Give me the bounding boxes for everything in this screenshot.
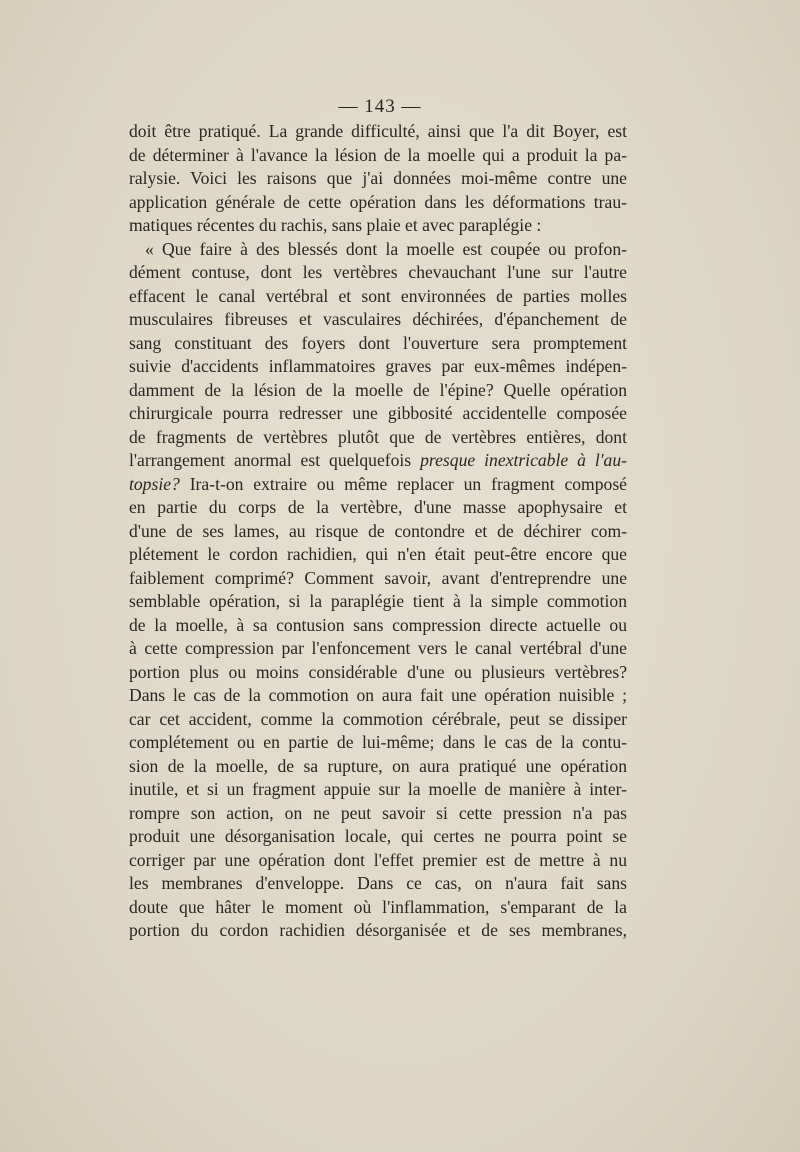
text-line: semblable opération, si la paraplégie tient à la simple commotion	[129, 591, 627, 611]
text-line: de déterminer à l'avance la lésion de la moelle qui a produit la pa-	[129, 144, 627, 165]
text-line: les membranes d'enveloppe. Dans ce cas, on n'aura fait sans	[129, 873, 627, 893]
text-line-mixed	[129, 449, 627, 473]
text-line: produit une désorganisation locale, qui certes ne pourra point se	[129, 826, 627, 846]
text-line: doute que hâter le moment où l'inflammation, s'emparant de la	[129, 896, 627, 917]
text-line: rompre son action, on ne peut savoir si cette pression n'a pas	[129, 802, 627, 823]
text-line: chirurgicale pourra redresser une gibbosité accidentelle composée	[129, 403, 627, 423]
italic-segment: presque inextricable à l'au-	[420, 450, 627, 470]
text-line: faiblement comprimé? Comment savoir, avant d'entreprendre une	[129, 567, 627, 588]
text-line: dément contuse, dont les vertèbres chevauchant l'une sur l'autre	[129, 262, 627, 282]
text-line: de fragments de vertèbres plutôt que de vertèbres entières, dont	[129, 426, 627, 447]
text-line: sang constituant des foyers dont l'ouverture sera promptement	[129, 332, 627, 353]
text-line: à cette compression par l'enfoncement vers le canal vertébral d'une	[129, 638, 627, 658]
italic-segment: topsie?	[129, 473, 180, 494]
text-line-mixed	[129, 473, 627, 497]
text-line: car cet accident, comme la commotion cérébrale, peut se dissiper	[129, 708, 627, 729]
text-line: damment de la lésion de la moelle de l'épine? Quelle opération	[129, 379, 627, 400]
text-line: effacent le canal vertébral et sont environnées de parties molles	[129, 285, 627, 306]
text-line: Dans le cas de la commotion on aura fait une opération nuisible ;	[129, 685, 627, 705]
text-line: en partie du corps de la vertèbre, d'une masse apophysaire et	[129, 497, 627, 517]
text-segment: Ira-t-on extraire ou même replacer un fragment composé	[189, 473, 627, 494]
text-line: doit être pratiqué. La grande difficulté, ainsi que l'a dit Boyer, est	[129, 121, 627, 141]
text-line: matiques récentes du rachis, sans plaie et avec paraplégie :	[129, 215, 542, 235]
text-line: application générale de cette opération dans les déformations trau-	[129, 191, 627, 212]
text-line: suivie d'accidents inflammatoires graves par eux-mêmes indépen-	[129, 356, 627, 376]
text-line: ralysie. Voici les raisons que j'ai données moi-même contre une	[129, 168, 627, 188]
text-line: musculaires fibreuses et vasculaires déchirées, d'épanchement de	[129, 309, 627, 329]
text-line: portion du cordon rachidien désorganisée et de ses membranes,	[129, 920, 627, 940]
text-segment: l'arrangement anormal est quelquefois	[129, 450, 412, 470]
text-line: plétement le cordon rachidien, qui n'en était peut-être encore que	[129, 544, 627, 564]
text-line: de la moelle, à sa contusion sans compression directe actuelle ou	[129, 614, 627, 635]
body-text	[129, 120, 627, 943]
text-line: inutile, et si un fragment appuie sur la moelle de manière à inter-	[129, 779, 627, 799]
text-line: sion de la moelle, de sa rupture, on aura pratiqué une opération	[129, 755, 627, 776]
text-line: d'une de ses lames, au risque de contondre et de déchirer com-	[129, 520, 627, 541]
text-line: corriger par une opération dont l'effet premier est de mettre à nu	[129, 849, 627, 870]
page-number: — 143 —	[338, 96, 422, 117]
text-line: complétement ou en partie de lui-même; dans le cas de la contu-	[129, 732, 627, 752]
text-line: portion plus ou moins considérable d'une ou plusieurs vertèbres?	[129, 661, 627, 682]
text-line: « Que faire à des blessés dont la moelle est coupée ou profon-	[145, 238, 627, 259]
